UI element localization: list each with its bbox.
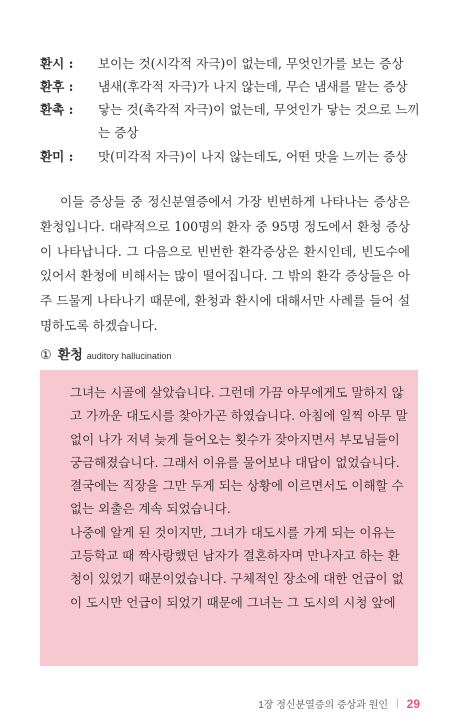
story-line: 나중에 알게 된 것이지만, 그녀가 대도시를 가게 되는 이유는 xyxy=(70,524,396,540)
body-paragraph xyxy=(40,190,410,339)
section-number: ① xyxy=(40,348,52,363)
story-line: 없이 나가 저녁 늦게 들어오는 횟수가 잦아지면서 부모님들이 xyxy=(70,431,400,447)
story-line: 청이 있었기 때문이었습니다. 구체적인 장소에 대한 언급이 없 xyxy=(70,571,404,587)
case-story-box xyxy=(40,370,418,666)
definition-desc: 냄새(후각적 자극)가 나지 않는데, 무슨 냄새를 맡는 증상 xyxy=(98,79,408,94)
story-line: 궁금해졌습니다. 그래서 이유를 물어보나 대답이 없었습니다. xyxy=(70,454,400,470)
section-heading xyxy=(40,344,171,363)
page-number: 29 xyxy=(406,696,420,711)
story-line: 없는 외출은 계속 되었습니다. xyxy=(70,501,231,517)
definition-item xyxy=(40,75,420,98)
section-title: 환청 xyxy=(57,348,83,363)
definition-term: 환미 : xyxy=(40,149,74,164)
story-line: 그녀는 시골에 살았습니다. 그런데 가끔 아무에게도 말하지 않 xyxy=(70,385,404,400)
footer-separator: | xyxy=(396,698,399,709)
chapter-title: 1장 정신분열증의 증상과 원인 xyxy=(258,700,389,711)
definition-item xyxy=(40,145,420,168)
page-footer xyxy=(258,696,420,711)
definition-desc: 닿는 것(촉각적 자극)이 없는데, 무엇인가 닿는 것으로 느끼는 증상 xyxy=(98,102,420,140)
definition-item xyxy=(40,98,420,144)
definition-term: 환후 : xyxy=(40,79,74,94)
definition-term: 환촉 : xyxy=(40,102,74,117)
section-subtitle-en: auditory hallucination xyxy=(86,351,172,361)
definition-term: 환시 : xyxy=(40,56,74,71)
definition-item xyxy=(40,52,420,75)
story-line: 고 가까운 대도시를 찾아가곤 하였습니다. 아침에 일찍 아무 말 xyxy=(70,408,408,424)
definition-desc: 맛(미각적 자극)이 나지 않는데도, 어떤 맛을 느끼는 증상 xyxy=(98,149,408,164)
story-line: 이 도시만 언급이 되었기 때문에 그녀는 그 도시의 시청 앞에 xyxy=(70,594,396,610)
story-line: 결국에는 직장을 그만 두게 되는 상황에 이르면서도 이해할 수 xyxy=(70,478,404,494)
paragraph-text: 이들 증상들 중 정신분열증에서 가장 빈번하게 나타나는 증상은 환청입니다. 대략적으로 100명의 환자 중 95명 정도에서 환청 증상이 나타납니다. 그 다음으로 빈번한 환각증상은 환시인데, 빈도수에 있어서 환청에 비해서는 많이 떨어집니다. 그 밖의 환각 증상들은 아주 드물게 나타나기 때문에, 환청과 환시에 대해서만 사례를 들어 설명하도록 하겠습니다. xyxy=(40,194,410,333)
definition-list xyxy=(40,52,420,168)
story-line: 고등학교 때 짝사랑했던 남자가 결혼하자며 만나자고 하는 환 xyxy=(70,548,400,564)
definition-desc: 보이는 것(시각적 자극)이 없는데, 무엇인가를 보는 증상 xyxy=(98,56,404,71)
